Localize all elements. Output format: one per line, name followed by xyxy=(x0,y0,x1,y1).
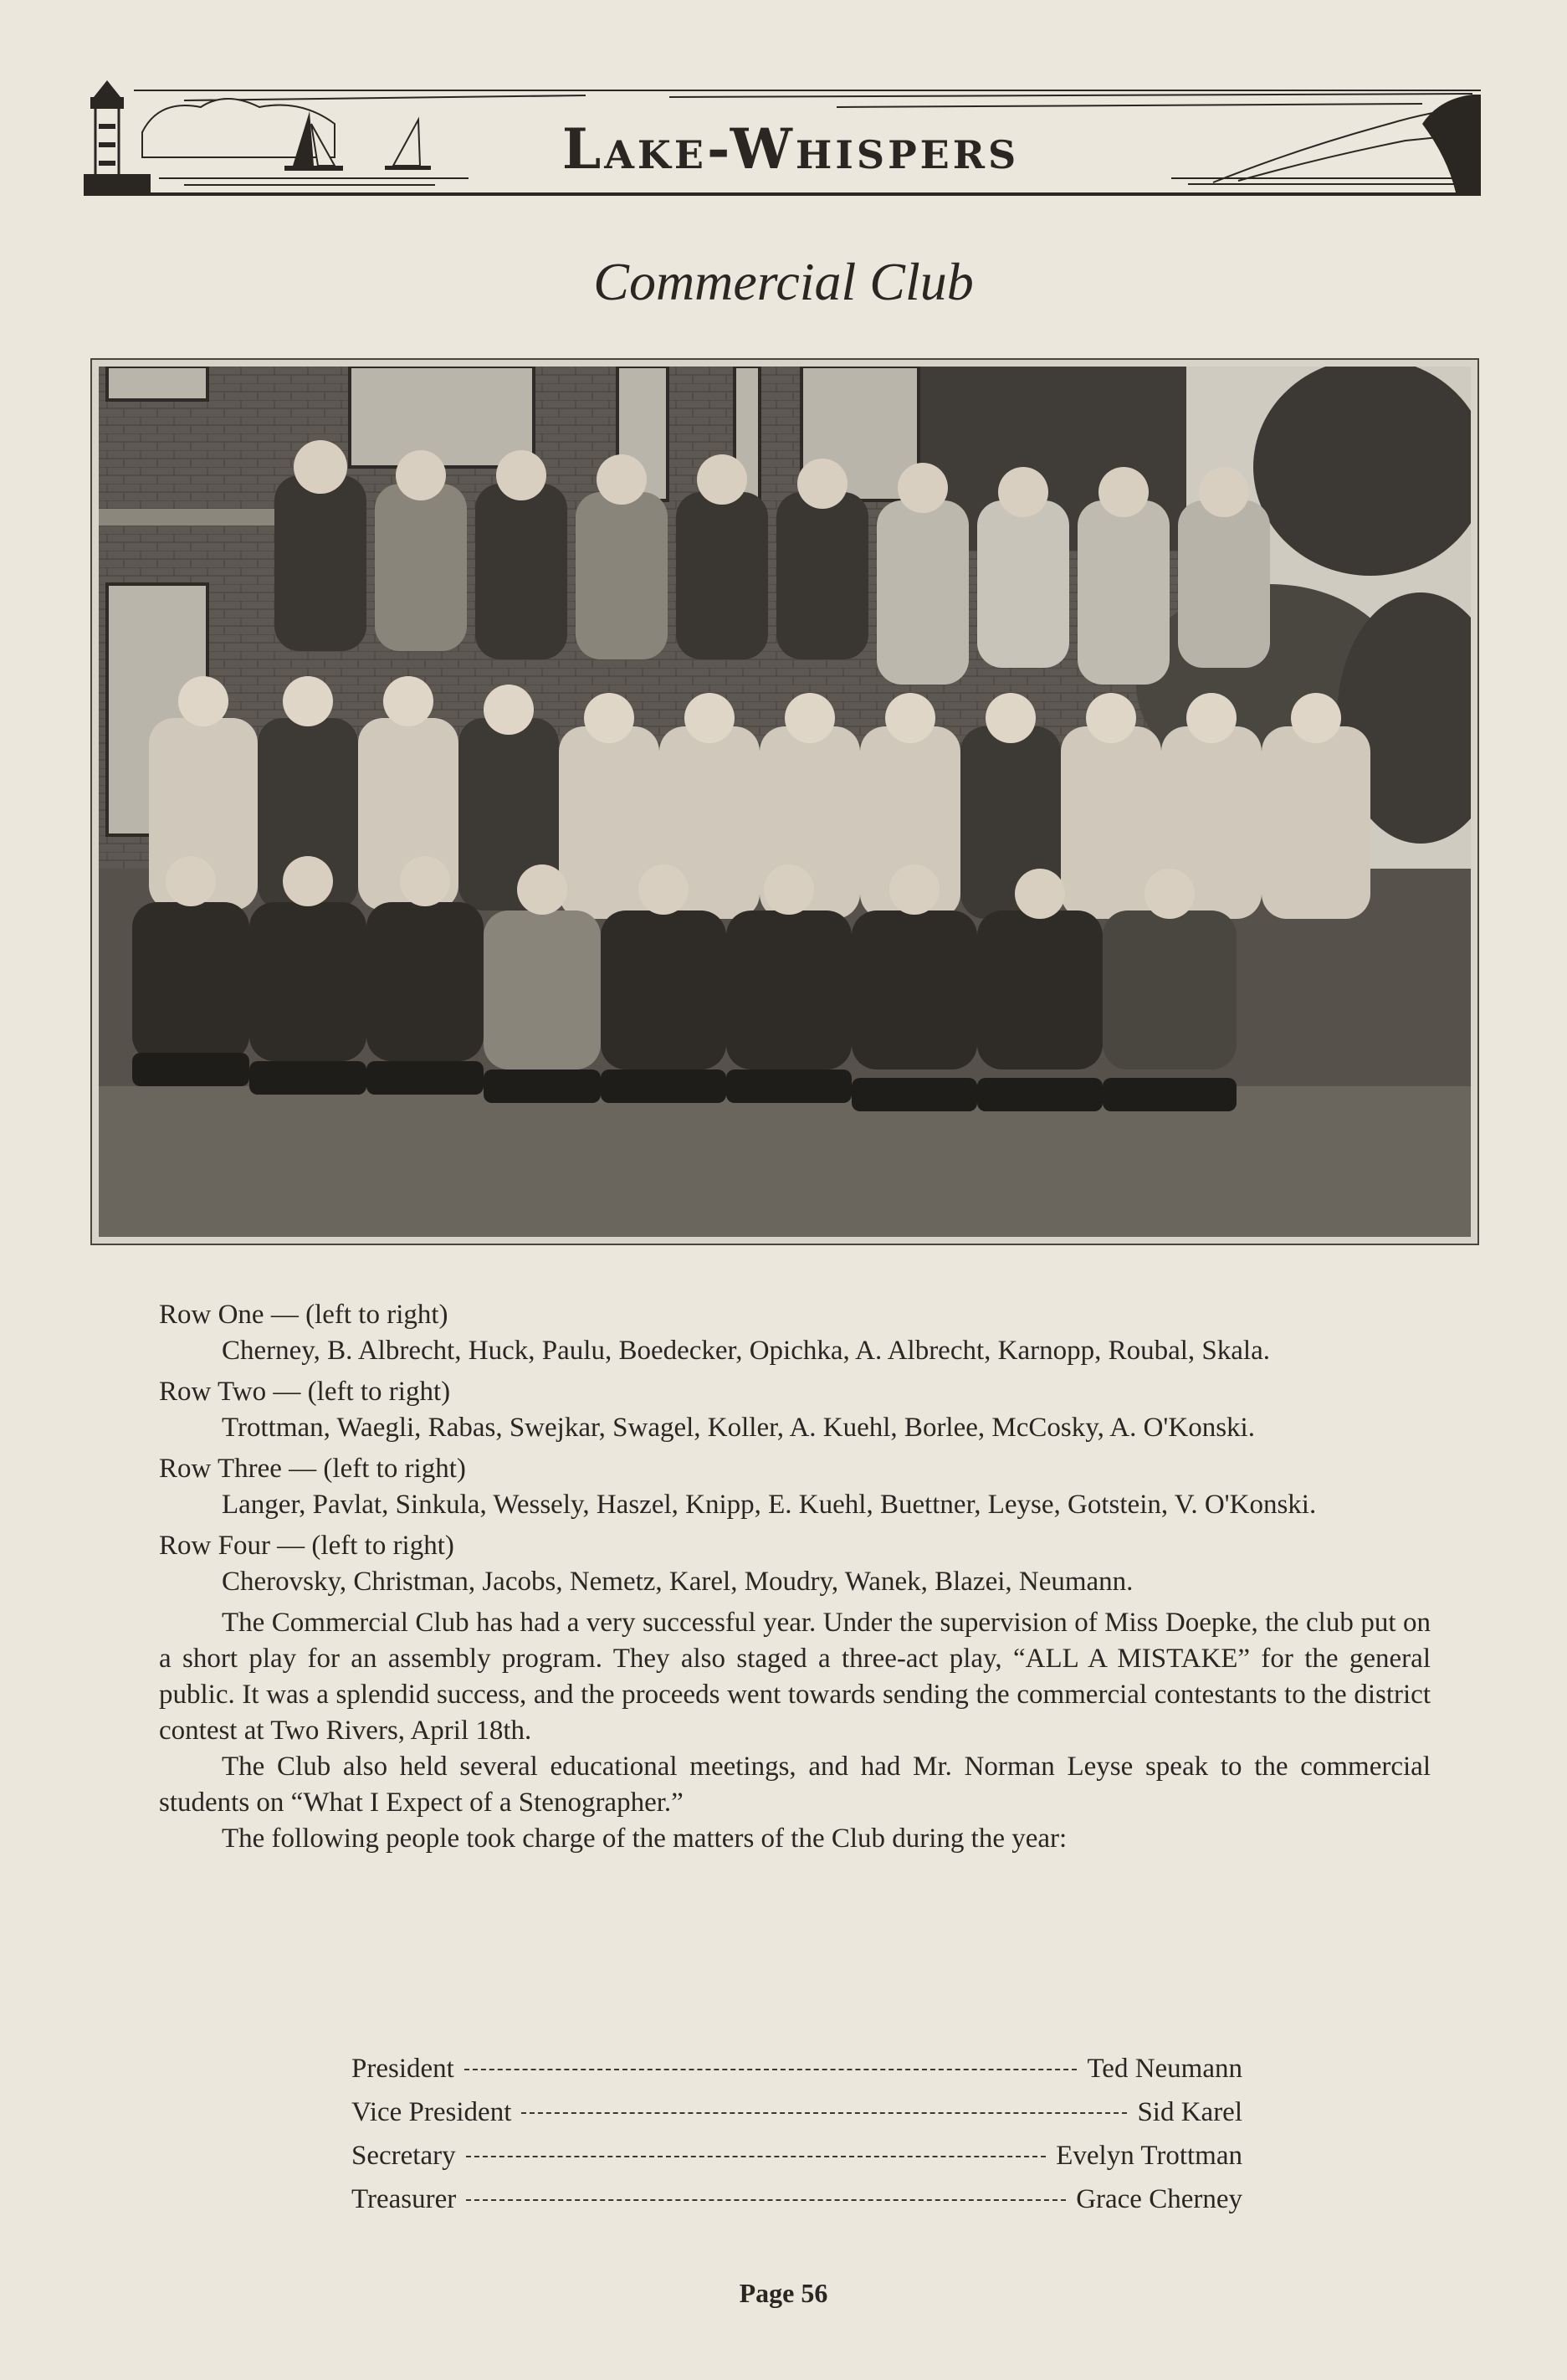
page-number: Page 56 xyxy=(739,2278,828,2308)
page-title: Commercial Club xyxy=(593,252,974,311)
officer-name: Ted Neumann xyxy=(1087,2054,1242,2084)
row-three-heading: Row Three — (left to right) xyxy=(159,1454,466,1484)
leader-line xyxy=(521,2112,1127,2114)
row-two-heading: Row Two — (left to right) xyxy=(159,1377,451,1407)
photo-illustration xyxy=(99,367,1471,1237)
officer-role: Secretary xyxy=(351,2141,456,2171)
paragraph-officers-intro: The following people took charge of the matters of the Club during the year: xyxy=(222,1823,1068,1854)
leader-line xyxy=(466,2156,1047,2157)
officer-treasurer xyxy=(351,2177,1242,2221)
row-four-heading: Row Four — (left to right) xyxy=(159,1531,454,1561)
banner-title: Lake-Whispers xyxy=(473,115,1109,182)
leader-line xyxy=(464,2069,1078,2070)
row-four-names: Cherovsky, Christman, Jacobs, Nemetz, Karel, Moudry, Wanek, Blazei, Neumann. xyxy=(222,1567,1134,1597)
row-three-names: Langer, Pavlat, Sinkula, Wessely, Haszel, Knipp, E. Kuehl, Buettner, Leyse, Gotstein, V. O'Konski. xyxy=(222,1490,1317,1520)
row-one-heading: Row One — (left to right) xyxy=(159,1300,448,1330)
officer-president xyxy=(351,2047,1242,2090)
row-one-names: Cherney, B. Albrecht, Huck, Paulu, Boedecker, Opichka, A. Albrecht, Karnopp, Roubal, Skala. xyxy=(222,1336,1271,1366)
leader-line xyxy=(466,2199,1066,2201)
officer-vice-president xyxy=(351,2090,1242,2134)
officers-list xyxy=(351,2047,1242,2221)
officer-role: Treasurer xyxy=(351,2184,457,2214)
paragraph-club-summary: The Commercial Club has had a very successful year. Under the supervision of Miss Doepke, the club put on a short play for an assembly program. They also staged a three-act play, “ALL A MISTAKE” for the general public. It was a splendid success, and the proceeds went towards sending the commercial contestants to the district contest at Two Rivers, April 18th. xyxy=(159,1608,1431,1746)
header-banner xyxy=(84,74,1481,196)
lighthouse-icon xyxy=(84,80,151,192)
officer-name: Sid Karel xyxy=(1137,2097,1242,2127)
officer-secretary xyxy=(351,2134,1242,2177)
officer-name: Evelyn Trottman xyxy=(1056,2141,1242,2171)
row-two-names: Trottman, Waegli, Rabas, Swejkar, Swagel, Koller, A. Kuehl, Borlee, McCosky, A. O'Konski. xyxy=(222,1413,1255,1443)
officer-role: Vice President xyxy=(351,2097,512,2127)
group-photo xyxy=(90,358,1479,1245)
officer-role: President xyxy=(351,2054,454,2084)
officer-name: Grace Cherney xyxy=(1076,2184,1242,2214)
paragraph-meetings: The Club also held several educational meetings, and had Mr. Norman Leyse speak to the commercial students on “What I Expect of a Stenographer.” xyxy=(159,1752,1431,1818)
caption-text xyxy=(159,1297,1431,1857)
photo-image xyxy=(99,367,1471,1237)
